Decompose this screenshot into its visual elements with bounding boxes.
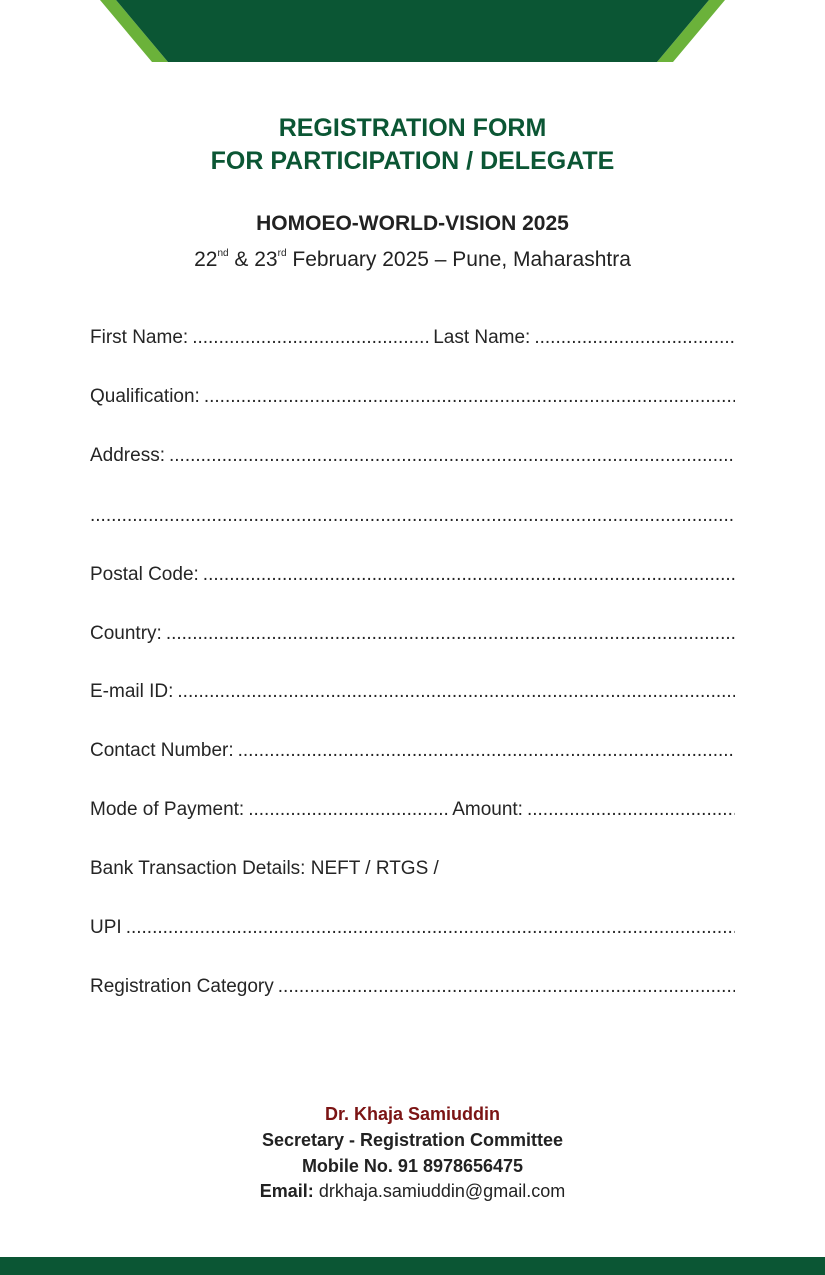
contact-mobile: Mobile No. 91 8978656475 [301, 1156, 524, 1176]
event-name: HOMOEO-WORLD-VISION 2025 [256, 212, 569, 235]
qualification-field[interactable] [204, 386, 735, 408]
qualification-row [90, 386, 735, 408]
country-label: Country: [90, 623, 162, 644]
address-row [90, 445, 735, 467]
contact-number-field[interactable] [238, 740, 735, 762]
payment-mode-field[interactable] [248, 799, 448, 821]
form-title-line1: REGISTRATION FORM [278, 114, 547, 142]
payment-row [90, 799, 735, 821]
contact-name: Dr. Khaja Samiuddin [324, 1104, 501, 1124]
email-row [90, 681, 735, 703]
registration-category-label: Registration Category [90, 976, 274, 997]
amount-field[interactable] [527, 799, 735, 821]
country-field[interactable] [166, 623, 735, 645]
address-field-line2[interactable] [90, 505, 735, 527]
bank-details-label: Bank Transaction Details: NEFT / RTGS / [90, 858, 439, 879]
contact-email-link[interactable]: drkhaja.samiuddin@gmail.com [318, 1181, 566, 1201]
upi-row [90, 917, 735, 939]
contact-role: Secretary - Registration Committee [261, 1130, 564, 1150]
name-row [90, 327, 735, 349]
last-name-field[interactable] [534, 327, 735, 349]
event-date [0, 248, 825, 272]
postal-code-field[interactable] [203, 564, 735, 586]
address-label: Address: [90, 445, 165, 466]
registration-category-field[interactable] [278, 976, 735, 998]
event-date-day2-suffix: rd [277, 248, 287, 259]
event-date-day1-suffix: nd [217, 248, 229, 259]
postal-code-row [90, 564, 735, 586]
address-field[interactable] [169, 445, 735, 467]
banner-green-band [116, 0, 709, 62]
first-name-field[interactable] [192, 327, 429, 349]
event-date-day2: & 23 [228, 248, 278, 271]
payment-mode-label: Mode of Payment: [90, 799, 245, 820]
contact-number-label: Contact Number: [90, 740, 234, 761]
upi-field[interactable] [126, 917, 735, 939]
category-row [90, 976, 735, 998]
postal-code-label: Postal Code: [90, 564, 199, 585]
contact-row [90, 740, 735, 762]
form-title-line2: FOR PARTICIPATION / DELEGATE [210, 147, 615, 175]
event-date-rest: February 2025 – Pune, Maharashtra [286, 248, 631, 271]
contact-email-label: Email: [259, 1181, 314, 1201]
banner-white-gap [0, 62, 825, 70]
address-row-2 [90, 505, 735, 527]
upi-label: UPI [90, 917, 122, 938]
bank-details-row [90, 858, 735, 880]
bottom-bar [0, 1257, 825, 1275]
contact-email-line [0, 1181, 825, 1202]
qualification-label: Qualification: [90, 386, 200, 407]
email-field[interactable] [177, 681, 735, 703]
amount-label: Amount: [452, 799, 523, 820]
first-name-label: First Name: [90, 327, 189, 348]
country-row [90, 623, 735, 645]
top-banner [0, 0, 825, 70]
event-date-day1: 22 [194, 248, 218, 271]
email-label: E-mail ID: [90, 681, 174, 702]
last-name-label: Last Name: [433, 327, 531, 348]
